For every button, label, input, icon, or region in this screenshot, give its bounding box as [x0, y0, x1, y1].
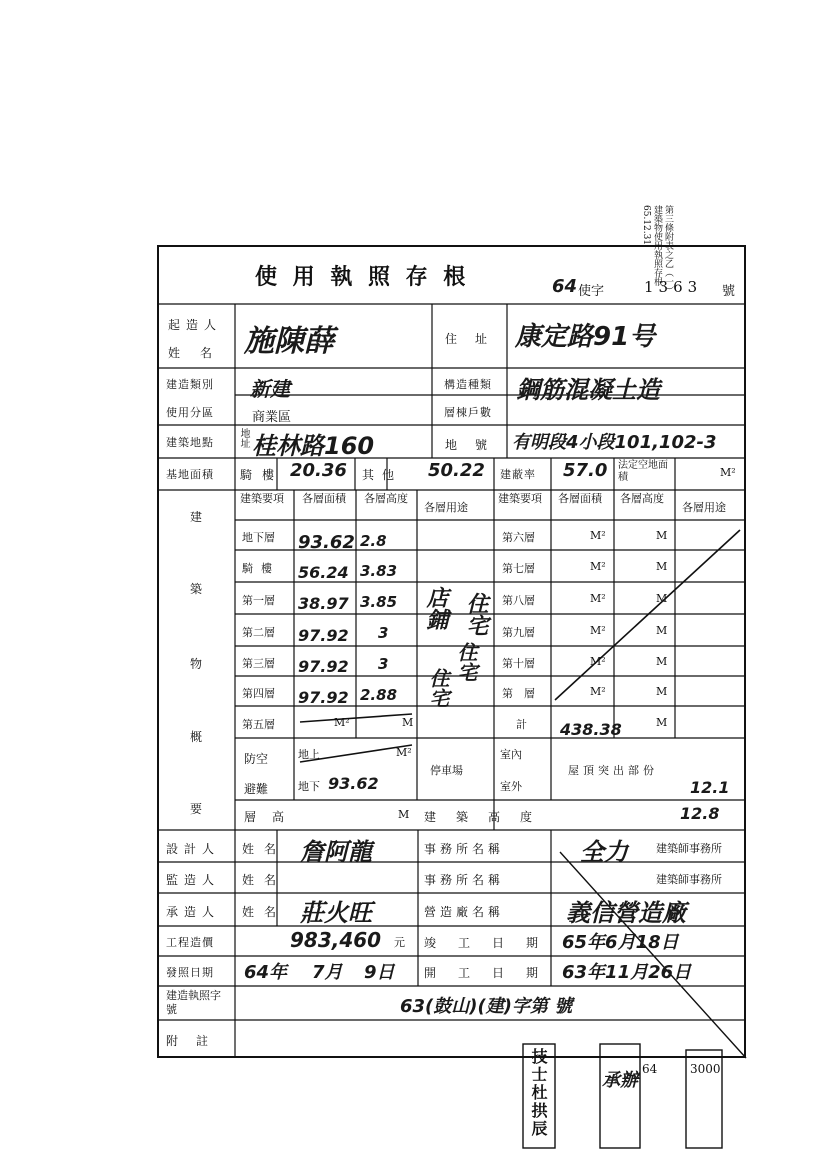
cost-unit: 元 — [394, 936, 405, 949]
parking-indoor-label: 室內 — [500, 748, 522, 761]
parking-outdoor-label: 室外 — [500, 780, 522, 793]
applicant-label: 起造人 — [168, 318, 223, 332]
permit-suffix: 號 — [722, 284, 736, 299]
site-address-label: 地址 — [238, 428, 249, 448]
floor-2-label: 第二層 — [242, 626, 275, 639]
start-date-value: 63年11月26日 — [562, 962, 692, 983]
area-arcade: 56.24 — [298, 563, 349, 582]
unit-f8-area: M² — [590, 592, 606, 605]
height-basement: 2.8 — [360, 532, 387, 550]
coverage-label: 建蔽率 — [500, 468, 536, 481]
height-f4: 2.88 — [360, 686, 398, 704]
applicant-name: 施陳薛 — [244, 324, 334, 359]
use-f4: 住宅 — [426, 668, 450, 708]
open-space-label: 法定空地面積 — [618, 460, 668, 483]
roof-label: 屋頂突出部份 — [568, 764, 658, 777]
designer-name-label: 姓名 — [242, 842, 287, 856]
unit-f6-area: M² — [590, 529, 606, 542]
permit-number: 1363 — [644, 278, 703, 296]
height-f5-unit: M — [402, 716, 414, 729]
lot-value: 有明段4小段101,102-3 — [512, 432, 717, 453]
site-area-label: 基地面積 — [166, 468, 214, 481]
chief-stamp: 技士杜拱辰 — [529, 1048, 548, 1138]
completion-value: 65年6月18日 — [562, 932, 679, 953]
completion-label: 竣工日期 — [424, 936, 561, 950]
form-title: 使 用 執 照 存 根 — [255, 264, 470, 290]
coverage-value: 57.0 — [563, 460, 608, 481]
unit-f7-height: M — [656, 560, 668, 573]
permit-type: 使字 — [578, 284, 605, 299]
col-area-right: 各層面積 — [558, 492, 602, 505]
designer-label: 設計人 — [166, 842, 221, 856]
shelter-below-value: 93.62 — [328, 774, 379, 793]
col-item-right: 建築要項 — [498, 492, 542, 505]
building-summary-5: 要 — [190, 802, 209, 816]
building-height-value: 12.8 — [680, 804, 720, 823]
zoning-value: 商業區 — [252, 410, 292, 425]
unit-f10-area: M² — [590, 655, 606, 668]
area-f4: 97.92 — [298, 688, 349, 707]
supervisor-office-label: 事務所名稱 — [424, 873, 505, 887]
other-area-value: 50.22 — [428, 460, 485, 481]
unit-f9-height: M — [656, 624, 668, 637]
unit-fn-height: M — [656, 685, 668, 698]
height-f3: 3 — [378, 655, 389, 673]
unit-fn-area: M² — [590, 685, 606, 698]
supervisor-office-suffix: 建築師事務所 — [656, 873, 722, 886]
area-f5-unit: M² — [334, 716, 350, 729]
open-space-unit: M² — [720, 466, 736, 479]
roof-area-value: 12.1 — [690, 778, 730, 797]
designer-office-suffix: 建築師事務所 — [656, 842, 722, 855]
area-f1: 38.97 — [298, 594, 349, 613]
unit-f7-area: M² — [590, 560, 606, 573]
supervisor-name-label: 姓名 — [242, 873, 287, 887]
address-label: 住址 — [445, 332, 506, 346]
serial-value: 64 — [642, 1062, 658, 1076]
area-basement: 93.62 — [298, 532, 355, 553]
structure-value: 鋼筋混凝土造 — [516, 376, 660, 404]
build-permit-value: 63(鼓山)(建)字第 號 — [400, 996, 573, 1017]
issue-month: 7月 — [312, 962, 343, 983]
designer-name: 詹阿龍 — [300, 838, 372, 866]
issue-day: 9日 — [364, 962, 395, 983]
parking-label: 停車場 — [430, 764, 463, 777]
designer-office: 全力 — [580, 838, 628, 866]
floor-height-unit: M — [398, 808, 410, 821]
height-f2: 3 — [378, 624, 389, 642]
floor-10-label: 第十層 — [502, 657, 535, 670]
fee-amount: 3000 — [690, 1062, 721, 1076]
remarks-label: 附註 — [166, 1034, 227, 1048]
form-code-line2: 建築物使用執照存根 — [652, 205, 662, 286]
floor-3-label: 第三層 — [242, 657, 275, 670]
height-f1: 3.85 — [360, 593, 398, 611]
floor-5-label: 第五層 — [242, 718, 275, 731]
start-date-label: 開工日期 — [424, 966, 561, 980]
arcade-area-value: 20.36 — [290, 460, 347, 481]
form-code-line3: 65.12.31 — [641, 205, 651, 246]
form-code-line1: 第三條附表之乙（一） — [663, 205, 673, 295]
zoning-label: 使用分區 — [166, 406, 214, 419]
col-height-left: 各層高度 — [364, 492, 408, 505]
lot-label: 地號 — [445, 438, 506, 452]
floor-n-label: 第 層 — [502, 687, 535, 700]
unit-f8-height: M — [656, 592, 668, 605]
use-f1: 店鋪 — [423, 586, 448, 630]
contractor-firm-label: 營造廠名稱 — [424, 905, 505, 919]
unit-total-height: M — [656, 716, 668, 729]
permit-year: 64 — [552, 276, 578, 297]
applicant-address: 康定路91号 — [515, 322, 656, 352]
shelter-below-label: 地下 — [298, 780, 320, 793]
total-label: 計 — [516, 718, 527, 731]
name-label: 姓名 — [168, 346, 233, 360]
area-f3: 97.92 — [298, 657, 349, 676]
contractor-firm: 義信營造廠 — [566, 899, 686, 927]
floor-arcade-label: 騎樓 — [242, 562, 280, 575]
building-class-label: 建造類別 — [166, 378, 214, 391]
col-use-left: 各層用途 — [424, 501, 468, 514]
cost-value: 983,460 — [290, 928, 382, 952]
total-area: 438.38 — [560, 720, 622, 739]
building-summary-2: 築 — [190, 582, 209, 596]
building-height-label: 建築高度 — [424, 810, 553, 824]
structure-type-label: 構造種類 — [444, 378, 492, 391]
floors-households-label: 層棟戶數 — [444, 406, 492, 419]
floor-basement-label: 地下層 — [242, 531, 275, 544]
building-summary-4: 概 — [190, 730, 209, 744]
build-permit-label: 建造執照字號 — [166, 989, 221, 1016]
contractor-label: 承造人 — [166, 905, 221, 919]
contractor-name: 莊火旺 — [300, 899, 372, 927]
shelter-above-label: 地上 — [298, 748, 320, 761]
floor-1-label: 第一層 — [242, 594, 275, 607]
col-item-left: 建築要項 — [240, 492, 284, 505]
building-summary-1: 建 — [190, 510, 209, 524]
floor-4-label: 第四層 — [242, 687, 275, 700]
arcade-label: 騎樓 — [240, 468, 285, 482]
floor-8-label: 第八層 — [502, 594, 535, 607]
use-f3: 住宅 — [454, 642, 478, 682]
civil-defense-label: 防空避難 — [244, 752, 269, 796]
col-use-right: 各層用途 — [682, 501, 726, 514]
unit-f10-height: M — [656, 655, 668, 668]
issue-date-label: 發照日期 — [166, 966, 214, 979]
building-class-value: 新建 — [250, 377, 290, 401]
site-label: 建築地點 — [166, 436, 214, 449]
officer-stamp: 承辦 — [602, 1070, 638, 1091]
col-height-right: 各層高度 — [620, 492, 664, 505]
floor-7-label: 第七層 — [502, 562, 535, 575]
floor-6-label: 第六層 — [502, 531, 535, 544]
unit-f9-area: M² — [590, 624, 606, 637]
issue-year: 64年 — [244, 962, 288, 983]
site-address-value: 桂林路160 — [252, 432, 375, 460]
contractor-name-label: 姓名 — [242, 905, 287, 919]
floor-height-label: 層高 — [244, 810, 301, 824]
height-arcade: 3.83 — [360, 562, 398, 580]
supervisor-label: 監造人 — [166, 873, 221, 887]
unit-f6-height: M — [656, 529, 668, 542]
col-area-left: 各層面積 — [302, 492, 346, 505]
floor-9-label: 第九層 — [502, 626, 535, 639]
shelter-above-unit: M² — [396, 746, 412, 759]
area-f2: 97.92 — [298, 626, 349, 645]
use-f2: 住宅 — [463, 592, 488, 636]
other-label: 其他 — [362, 468, 403, 482]
designer-office-label: 事務所名稱 — [424, 842, 505, 856]
cost-label: 工程造價 — [166, 936, 214, 949]
building-summary-3: 物 — [190, 657, 209, 671]
